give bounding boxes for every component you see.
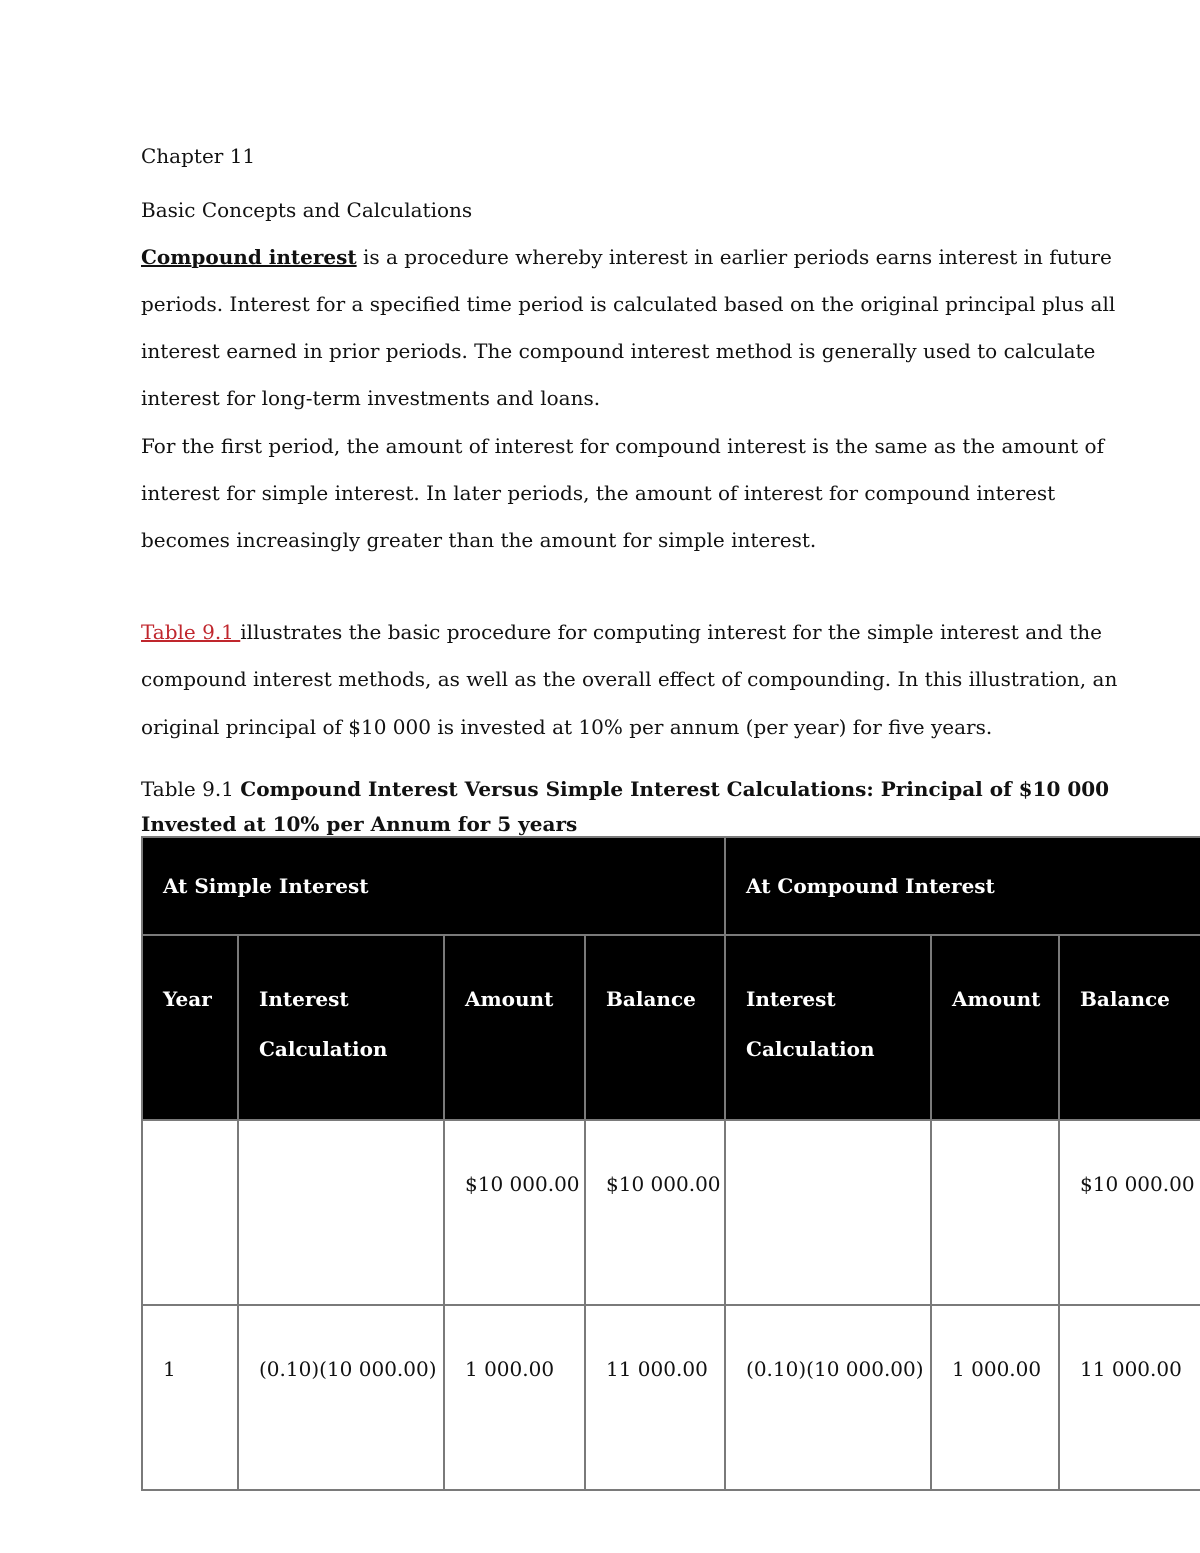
table-cell: $10 000.00 [1059,1120,1200,1305]
column-header: Year [142,935,238,1120]
caption-title: Compound Interest Versus Simple Interest Calculations: Principal of $10 000 [240,777,1110,801]
table-reference-link[interactable]: Table 9.1 [141,620,241,644]
table-cell: 11 000.00 [585,1305,725,1490]
paragraph-line: becomes increasingly greater than the amount for simple interest. [141,528,817,552]
table-cell [142,1120,238,1305]
paragraph-line: interest for simple interest. In later periods, the amount of interest for compound interest [141,481,1056,505]
paragraph-text: is a procedure whereby interest in earlier periods earns interest in future [356,245,1112,269]
table-caption [141,777,1109,801]
paragraph-line: compound interest methods, as well as the overall effect of compounding. In this illustration, an [141,667,1118,691]
table-cell [238,1120,444,1305]
column-header: Amount [931,935,1059,1120]
column-header: Interest Calculation [725,935,931,1120]
table-cell: $10 000.00 [444,1120,585,1305]
paragraph-line: For the first period, the amount of interest for compound interest is the same as the amount of [141,434,1104,458]
table-cell: 1 000.00 [444,1305,585,1490]
table-column-header-row [142,935,1200,1120]
column-header: Amount [444,935,585,1120]
column-header: Balance [1059,935,1200,1120]
interest-table [141,836,1200,1491]
table-row [142,1305,1200,1490]
table-cell: $10 000.00 [585,1120,725,1305]
table-cell: (0.10)(10 000.00) [238,1305,444,1490]
table-cell: 1 000.00 [931,1305,1059,1490]
paragraph-line [141,245,1112,269]
group-header-simple: At Simple Interest [142,837,725,935]
group-header-compound: At Compound Interest [725,837,1200,935]
section-title: Basic Concepts and Calculations [141,198,473,222]
table-group-header-row [142,837,1200,935]
paragraph-line [141,620,1102,644]
table-cell [931,1120,1059,1305]
table-cell: 1 [142,1305,238,1490]
paragraph-line: periods. Interest for a specified time period is calculated based on the original principal plus all [141,292,1116,316]
paragraph-text: illustrates the basic procedure for computing interest for the simple interest and the [240,620,1102,644]
chapter-heading: Chapter 11 [141,144,256,168]
paragraph-line: interest for long-term investments and loans. [141,386,601,410]
defined-term: Compound interest [141,245,357,269]
table-cell [725,1120,931,1305]
caption-label: Table 9.1 [141,777,241,801]
column-header: Interest Calculation [238,935,444,1120]
table-cell: (0.10)(10 000.00) [725,1305,931,1490]
column-header: Balance [585,935,725,1120]
paragraph-line: original principal of $10 000 is invested at 10% per annum (per year) for five years. [141,715,993,739]
caption-title-continued: Invested at 10% per Annum for 5 years [141,812,578,836]
table-cell: 11 000.00 [1059,1305,1200,1490]
table-row [142,1120,1200,1305]
paragraph-line: interest earned in prior periods. The compound interest method is generally used to calculate [141,339,1096,363]
